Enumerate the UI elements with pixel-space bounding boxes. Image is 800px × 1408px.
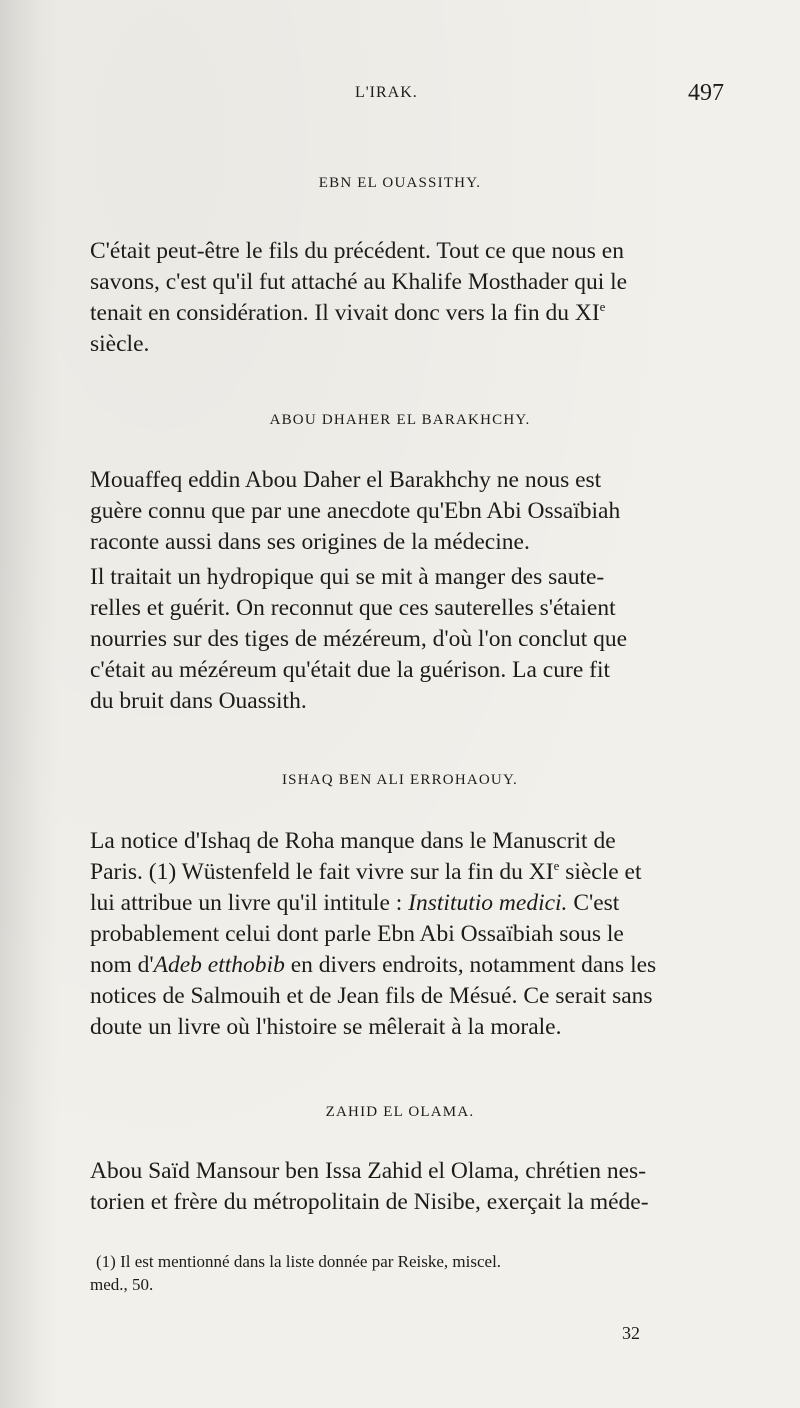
running-title: L'IRAK. [355,84,418,101]
superscript: e [599,299,606,315]
footnote-line: med., 50. [90,1275,154,1294]
text-line: c'était au mézéreum qu'était due la guérison. La cure fit [90,657,611,683]
text-fragment: C'est [567,890,620,916]
text-line [90,298,722,329]
text-line [90,950,722,981]
footnote [90,1250,722,1296]
text-line [90,857,722,888]
text-fragment: lui attribue un livre qu'il intitule : [90,890,403,916]
section-heading: ABOU DHAHER EL BARAKHCHY. [269,412,531,428]
italic-title: Institutio medici. [408,890,568,916]
text-line: relles et guérit. On reconnut que ces sauterelles s'étaient [90,595,616,621]
text-line: guère connu que par une anecdote qu'Ebn Abi Ossaïbiah [90,498,621,524]
paragraph [90,1156,722,1218]
paragraph [90,236,722,360]
text-line: notices de Salmouih et de Jean fils de Mésué. Ce serait sans [90,983,653,1009]
text-line: torien et frère du métropolitain de Nisibe, exerçait la méde- [90,1189,649,1215]
paragraph [90,465,722,558]
text-line: doute un livre où l'histoire se mêlerait à la morale. [90,1014,562,1040]
text-line: savons, c'est qu'il fut attaché au Khalife Mosthader qui le [90,269,628,295]
text-fragment: siècle et [559,859,642,885]
text-fragment: nom d' [90,952,154,978]
paragraph [90,562,722,717]
text-line [90,888,722,919]
italic-title: Adeb etthobib [153,952,285,978]
text-line: du bruit dans Ouassith. [90,688,307,714]
paragraph [90,826,722,1043]
signature-mark: 32 [622,1323,640,1343]
superscript: e [553,858,560,874]
text-line: probablement celui dont parle Ebn Abi Ossaïbiah sous le [90,921,624,947]
section-heading: ZAHID EL OLAMA. [325,1104,475,1120]
text-line: siècle. [90,331,150,357]
page-number: 497 [688,80,724,106]
text-line: Mouaffeq eddin Abou Daher el Barakhchy ne nous est [90,467,602,493]
text-line: Il traitait un hydropique qui se mit à manger des saute- [90,564,605,590]
text-fragment: en divers endroits, notamment dans les [284,952,657,978]
text-line: nourries sur des tiges de mézéreum, d'où l'on conclut que [90,626,628,652]
text-line: C'était peut-être le fils du précédent. Tout ce que nous en [90,238,624,264]
text-line: Abou Saïd Mansour ben Issa Zahid el Olama, chrétien nes- [90,1158,647,1184]
text-fragment: tenait en considération. Il vivait donc vers la fin du XI [90,300,600,326]
text-line: raconte aussi dans ses origines de la médecine. [90,529,530,555]
section-heading: ISHAQ BEN ALI ERROHAOUY. [281,772,519,788]
text-fragment: Paris. (1) Wüstenfeld le fait vivre sur la fin du XI [90,859,554,885]
footnote-line: (1) Il est mentionné dans la liste donnée par Reiske, miscel. [96,1252,502,1271]
section-heading: EBN EL OUASSITHY. [318,175,482,191]
text-line: La notice d'Ishaq de Roha manque dans le Manuscrit de [90,828,616,854]
